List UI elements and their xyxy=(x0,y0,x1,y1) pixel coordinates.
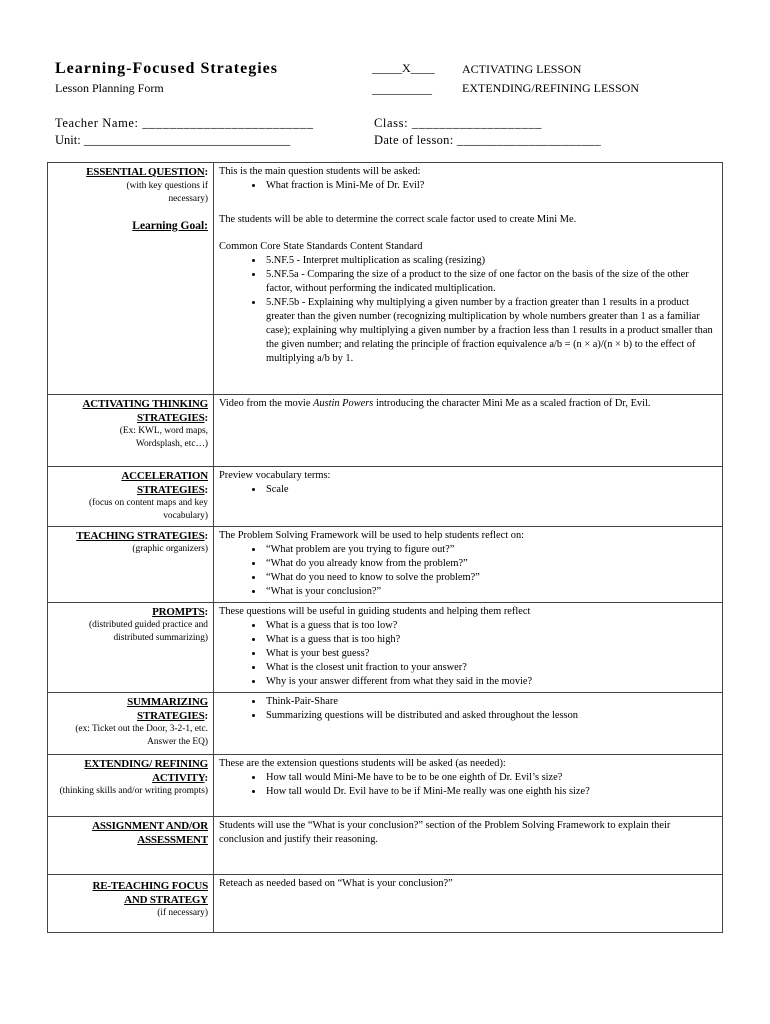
prompts-content xyxy=(214,603,723,693)
unit-line: Unit: _________________________________ xyxy=(55,133,291,147)
assignment-label-cell xyxy=(48,817,214,875)
acceleration-content xyxy=(214,467,723,527)
activating-hint: (Ex: KWL, word maps, Wordsplash, etc…) xyxy=(119,426,208,449)
form-subtitle: Lesson Planning Form xyxy=(55,81,164,95)
extending-label-1: EXTENDING/ REFINING xyxy=(84,758,208,770)
essential-question-hint: (with key questions if necessary) xyxy=(126,181,208,204)
list-item: • “What do you already know from the problem?” xyxy=(264,557,717,571)
reteaching-hint: (if necessary) xyxy=(157,908,208,918)
assignment-content xyxy=(214,817,723,875)
prompts-label: PROMPTS xyxy=(152,606,205,618)
activating-label-2: STRATEGIES xyxy=(137,412,205,424)
summarizing-list xyxy=(219,695,717,723)
acceleration-list xyxy=(219,483,717,497)
essential-question-intro: This is the main question students will be asked: xyxy=(219,166,421,177)
extending-hint: (thinking skills and/or writing prompts) xyxy=(59,786,208,796)
reteaching-content xyxy=(214,875,723,933)
acceleration-intro: Preview vocabulary terms: xyxy=(219,470,331,481)
list-item: • How tall would Dr. Evil have to be if Mini-Me really was one eighth his size? xyxy=(264,785,717,799)
list-item: • “What do you need to know to solve the problem?” xyxy=(264,571,717,585)
list-item: • Scale xyxy=(264,483,717,497)
list-item: • What is the closest unit fraction to your answer? xyxy=(264,661,717,675)
teaching-hint: (graphic organizers) xyxy=(132,544,208,554)
list-item: • “What problem are you trying to figure out?” xyxy=(264,543,717,557)
list-item: • 5.NF.5 - Interpret multiplication as scaling (resizing) xyxy=(264,254,717,268)
form-title: Learning-Focused Strategies xyxy=(55,60,278,77)
teaching-list xyxy=(219,543,717,599)
prompts-label-cell: PROMPTS: (distributed guided practice and distributed summarizing) xyxy=(48,603,214,693)
list-item: • 5.NF.5a - Comparing the size of a product to the size of one factor on the basis of the size of the other factor, without performing the indicated multiplication. xyxy=(264,268,717,296)
reteaching-label-2: AND STRATEGY xyxy=(124,894,208,906)
acceleration-row xyxy=(48,467,723,527)
reteaching-label-cell xyxy=(48,875,214,933)
date-line: Date of lesson: ______________________ xyxy=(374,133,602,147)
summarizing-row xyxy=(48,693,723,755)
activating-text: Video from the movie Austin Powers introducing the character Mini Me as a scaled fraction of Dr, Evil. xyxy=(219,398,651,409)
learning-goal-label: Learning Goal: xyxy=(132,220,208,232)
movie-title: Austin Powers xyxy=(313,398,374,409)
prompts-row xyxy=(48,603,723,693)
essential-question-content xyxy=(214,163,723,395)
standards-list xyxy=(219,254,717,366)
acceleration-hint: (focus on content maps and key vocabulary) xyxy=(89,498,208,521)
list-item: • 5.NF.5b - Explaining why multiplying a given number by a fraction greater than 1 results in a product greater than the given number (recognizing multiplication by whole numbers greater than 1 as a familiar case); explaining why multiplying a given number by a fraction less than 1 results in a product smaller than the given number; and relating the principle of fraction equivalence a/b = (n × a)/(n × b) to the effect of multiplying a/b by 1. xyxy=(264,296,717,366)
activating-lesson-label: ACTIVATING LESSON xyxy=(462,62,582,76)
teaching-row xyxy=(48,527,723,603)
extending-intro: These are the extension questions students will be asked (as needed): xyxy=(219,758,506,769)
activating-label-cell: ACTIVATING THINKING STRATEGIES: (Ex: KWL, word maps, Wordsplash, etc…) xyxy=(48,395,214,467)
acceleration-label-1: ACCELERATION xyxy=(121,470,208,482)
activating-content xyxy=(214,395,723,467)
assignment-row xyxy=(48,817,723,875)
extending-list xyxy=(219,771,717,799)
essential-question-row xyxy=(48,163,723,395)
extending-content xyxy=(214,755,723,817)
list-item: • What is your best guess? xyxy=(264,647,717,661)
assignment-label-1: ASSIGNMENT AND/OR xyxy=(92,820,208,832)
summarizing-content xyxy=(214,693,723,755)
extending-lesson-label: EXTENDING/REFINING LESSON xyxy=(462,81,639,95)
activating-row xyxy=(48,395,723,467)
activating-label-1: ACTIVATING THINKING xyxy=(82,398,208,410)
acceleration-label-2: STRATEGIES xyxy=(137,484,205,496)
summarizing-hint: (ex: Ticket out the Door, 3-2-1, etc. Answer the EQ) xyxy=(75,724,208,747)
prompts-hint: (distributed guided practice and distributed summarizing) xyxy=(89,620,208,643)
assignment-label-2: ASSESSMENT xyxy=(137,834,208,846)
essential-question-list xyxy=(219,179,717,193)
acceleration-label-cell: ACCELERATION STRATEGIES: (focus on content maps and key vocabulary) xyxy=(48,467,214,527)
teaching-content xyxy=(214,527,723,603)
summarizing-label-2: STRATEGIES xyxy=(137,710,205,722)
teaching-label: TEACHING STRATEGIES xyxy=(76,530,205,542)
teacher-name-line: Teacher Name: _________________________ xyxy=(55,116,314,130)
reteaching-row xyxy=(48,875,723,933)
list-item: • Summarizing questions will be distributed and asked throughout the lesson xyxy=(264,709,717,723)
extending-label-2: ACTIVITY xyxy=(152,772,205,784)
reteaching-text: Reteach as needed based on “What is your conclusion?” xyxy=(219,878,453,889)
list-item: • Think-Pair-Share xyxy=(264,695,717,709)
teaching-label-cell: TEACHING STRATEGIES: (graphic organizers) xyxy=(48,527,214,603)
essential-question-label-cell: ESSENTIAL QUESTION: (with key questions if necessary) Learning Goal: xyxy=(48,163,214,395)
extending-row xyxy=(48,755,723,817)
teaching-intro: The Problem Solving Framework will be used to help students reflect on: xyxy=(219,530,525,541)
extending-label-cell: EXTENDING/ REFINING ACTIVITY: (thinking skills and/or writing prompts) xyxy=(48,755,214,817)
list-item: • What fraction is Mini-Me of Dr. Evil? xyxy=(264,179,717,193)
essential-question-label: ESSENTIAL QUESTION xyxy=(86,166,205,178)
class-line: Class: ___________________ xyxy=(374,116,543,130)
prompts-intro: These questions will be useful in guiding students and helping them reflect xyxy=(219,606,531,617)
summarizing-label-cell: SUMMARIZING STRATEGIES: (ex: Ticket out the Door, 3-2-1, etc. Answer the EQ) xyxy=(48,693,214,755)
list-item: • Why is your answer different from what they said in the movie? xyxy=(264,675,717,689)
learning-goal-text: The students will be able to determine the correct scale factor used to create Mini Me. xyxy=(219,214,577,225)
assignment-text: Students will use the “What is your conclusion?” section of the Problem Solving Framework to explain their conclusion and justify their reasoning. xyxy=(219,820,671,845)
reteaching-label-1: RE-TEACHING FOCUS xyxy=(92,880,208,892)
list-item: • How tall would Mini-Me have to be to be one eighth of Dr. Evil’s size? xyxy=(264,771,717,785)
lesson-plan-table xyxy=(47,162,723,933)
list-item: • What is a guess that is too high? xyxy=(264,633,717,647)
extending-mark: __________ xyxy=(372,82,432,96)
list-item: • What is a guess that is too low? xyxy=(264,619,717,633)
activating-mark: _____X____ xyxy=(372,61,435,75)
standards-title: Common Core State Standards Content Standard xyxy=(219,241,423,252)
summarizing-label-1: SUMMARIZING xyxy=(127,696,208,708)
list-item: • “What is your conclusion?” xyxy=(264,585,717,599)
prompts-list xyxy=(219,619,717,689)
